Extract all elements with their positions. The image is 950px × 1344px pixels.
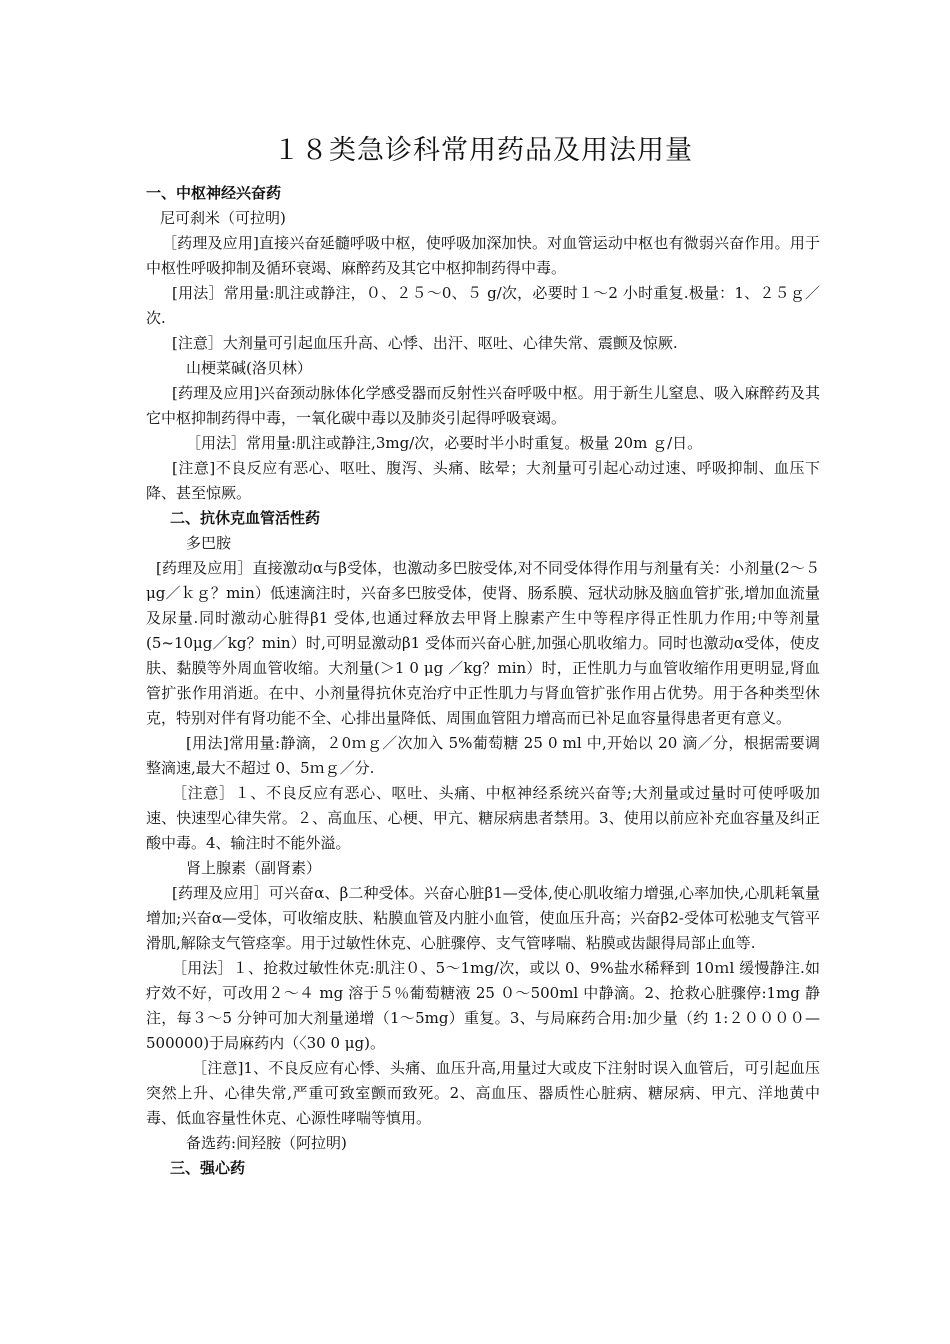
drug-caution-paragraph: ［注意］１、不良反应有恶心、呕吐、头痛、中枢神经系统兴奋等;大剂量或过量时可使呼吸加速、快速型心律失常。２、高血压、心梗、甲亢、糖尿病患者禁用。3、使用以前应补充血容量及纠正酸中毒。4、输注时不能外溢。 xyxy=(146,784,820,852)
drug-caution-paragraph: ［注意]1、不良反应有心悸、头痛、血压升高,用量过大或皮下注射时误入血管后，可引起血压突然上升、心律失常,严重可致室颤而致死。2、高血压、器质性心脏病、糖尿病、甲亢、洋地黄中毒、低血容量性休克、心源性哮喘等慎用。 xyxy=(146,1059,820,1127)
alternative-drug-line: 备选药:间羟胺（阿拉明) xyxy=(186,1134,347,1152)
drug-name-lobeline: 山梗菜碱(洛贝林） xyxy=(186,359,312,377)
drug-usage-paragraph: [用法］常用量:肌注或静注，０、２５～0、５ g/次，必要时１～2 小时重复.极量：1、２５ｇ／次. xyxy=(146,284,820,327)
drug-name-dopamine: 多巴胺 xyxy=(186,534,232,552)
drug-name-epinephrine: 肾上腺素（副肾素） xyxy=(186,859,322,877)
drug-usage-paragraph: [用法]常用量:静滴，２0ｍｇ／次加入 5%葡萄糖 25 0 ml 中,开始以 20 滴／分，根据需要调整滴速,最大不超过 0、5ｍｇ／分. xyxy=(146,734,820,777)
section-heading-antishock-vasoactive: 二、抗休克血管活性药 xyxy=(170,509,321,527)
document-title: １８类急诊科常用药品及用法用量 xyxy=(273,135,693,166)
drug-pharmacology-paragraph: [药理及应用］可兴奋α、β二种受体。兴奋心脏β1—受体,使心肌收缩力增强,心率加快,心肌耗氧量增加;兴奋α—受体，可收缩皮肤、粘膜血管及内脏小血管，使血压升高；兴奋β2-受体可松驰支气管平滑肌,解除支气管痉挛。用于过敏性休克、心脏骤停、支气管哮喘、粘膜或齿龈得局部止血等. xyxy=(146,884,820,952)
drug-caution-paragraph: [注意]不良反应有恶心、呕吐、腹泻、头痛、眩晕；大剂量可引起心动过速、呼吸抑制、血压下降、甚至惊厥。 xyxy=(146,459,820,502)
drug-pharmacology-paragraph: ［药理及应用]直接兴奋延髓呼吸中枢，使呼吸加深加快。对血管运动中枢也有微弱兴奋作用。用于中枢性呼吸抑制及循环衰竭、麻醉药及其它中枢抑制药得中毒。 xyxy=(146,234,820,277)
section-heading-cns-stimulants: 一、中枢神经兴奋药 xyxy=(146,184,282,202)
drug-name-nikethamide: 尼可刹米（可拉明) xyxy=(160,209,286,227)
drug-usage-paragraph: ［用法］常用量:肌注或静注,3mg/次，必要时半小时重复。极量 20m ｇ/日。 xyxy=(186,434,703,452)
drug-pharmacology-paragraph: [药理及应用]兴奋颈动脉体化学感受器而反射性兴奋呼吸中枢。用于新生儿窒息、吸入麻醉药及其它中枢抑制药得中毒，一氧化碳中毒以及肺炎引起得呼吸衰竭。 xyxy=(146,384,820,427)
drug-pharmacology-paragraph: [药理及应用］直接激动α与β受体，也激动多巴胺受体,对不同受体得作用与剂量有关：小剂量(2～５ μg／ｋｇ？min）低速滴注时，兴奋多巴胺受体，使肾、肠系膜、冠状动脉及脑血管扩张,增加血流量及尿量.同时激动心脏得β1 受体,也通过释放去甲肾上腺素产生中等程序得正性肌力作用;中等剂量(5~10μg／kg？min）时,可明显激动β1 受体而兴奋心脏,加强心肌收缩力。同时也激动α受体，使皮肤、黏膜等外周血管收缩。大剂量(＞1 0 μg ／kg？min）时，正性肌力与血管收缩作用更明显,肾血管扩张作用消逝。在中、小剂量得抗休克治疗中正性肌力与肾血管扩张作用占优势。用于各种类型休克，特别对伴有肾功能不全、心排出量降低、周围血管阻力增高而已补足血容量得患者更有意义。 xyxy=(146,559,820,727)
drug-usage-paragraph: ［用法］１、抢救过敏性休克:肌注０、5～1mg/次，或以 0、9%盐水稀释到 10ｍl 缓慢静注.如疗效不好，可改用２～４ mg 溶于５％葡萄糖液 25 ０～500ml 中静滴。2、抢救心脏骤停:1mg 静注，每３～5 分钟可加大剂量递增（1～5mg）重复。3、与局麻药合用:加少量（约 1:２００００—500000)于局麻药内（〈30 0 μg)。 xyxy=(146,959,820,1052)
section-heading-cardiotonics: 三、强心药 xyxy=(170,1159,246,1177)
drug-caution-paragraph: [注意］大剂量可引起血压升高、心悸、出汗、呕吐、心律失常、震颤及惊厥. xyxy=(172,334,678,352)
